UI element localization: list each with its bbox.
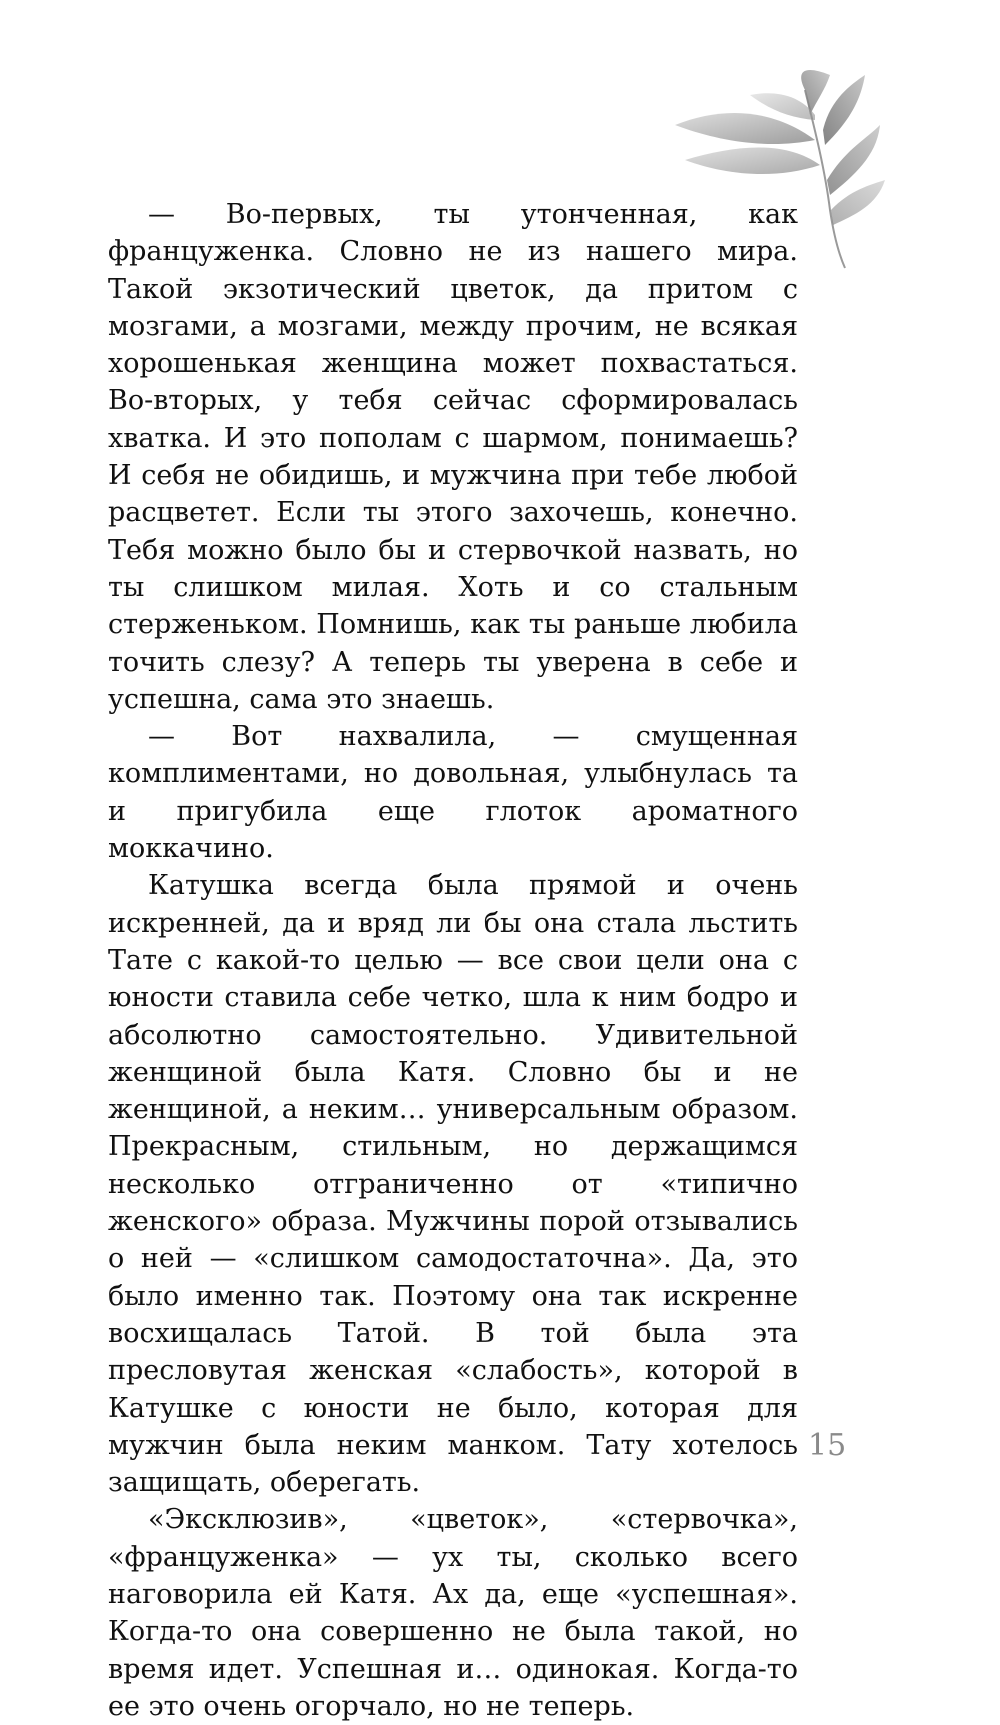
page-number: 15 [808,1428,847,1463]
paragraph: «Эксклюзив», «цветок», «стервочка», «француженка» — ух ты, сколько всего наговорила ей Катя. Ах да, еще «успешная». Когда-то она совершенно не была такой, но время идет. Успешная и… одинокая. Когда-то ее это очень огорчало, но не теперь. [108,1504,798,1722]
paragraph: — Вот нахвалила, — смущенная комплиментами, но довольная, улыбнулась та и пригубила еще глоток ароматного моккачино. [108,721,798,865]
body-text [108,196,798,1725]
leaf-shape [675,113,815,144]
leaf-shape [685,148,820,175]
paragraph: — Во-первых, ты утонченная, как француженка. Словно не из нашего мира. Такой экзотический цветок, да притом с мозгами, а мозгами, между прочим, не всякая хорошенькая женщина может похвастаться. Во-вторых, у тебя сейчас сформировалась хватка. И это пополам с шармом, понимаешь? И себя не обидишь, и мужчина при тебе любой расцветет. Если ты этого захочешь, конечно. Тебя можно было бы и стервочкой назвать, но ты слишком милая. Хоть и со стальным стерженьком. Помнишь, как ты раньше любила точить слезу? А теперь ты уверена в себе и успешна, сама это знаешь. [108,199,798,715]
paragraph: Катушка всегда была прямой и очень искренней, да и вряд ли бы она стала льстить Тате с какой-то целью — все свои цели она с юности ставила себе четко, шла к ним бодро и абсолютно самостоятельно. Удивительной женщиной была Катя. Словно бы и не женщиной, а неким… универсальным образом. Прекрасным, стильным, но держащимся несколько отграниченно от «типично женского» образа. Мужчины порой отзывались о ней — «слишком самодостаточна». Да, это было именно так. Поэтому она так искренне восхищалась Татой. В той была эта пресловутая женская «слабость», которой в Катушке с юности не было, которая для мужчин была неким манком. Тату хотелось защищать, оберегать. [108,870,798,1499]
leaf-shape [823,75,865,145]
